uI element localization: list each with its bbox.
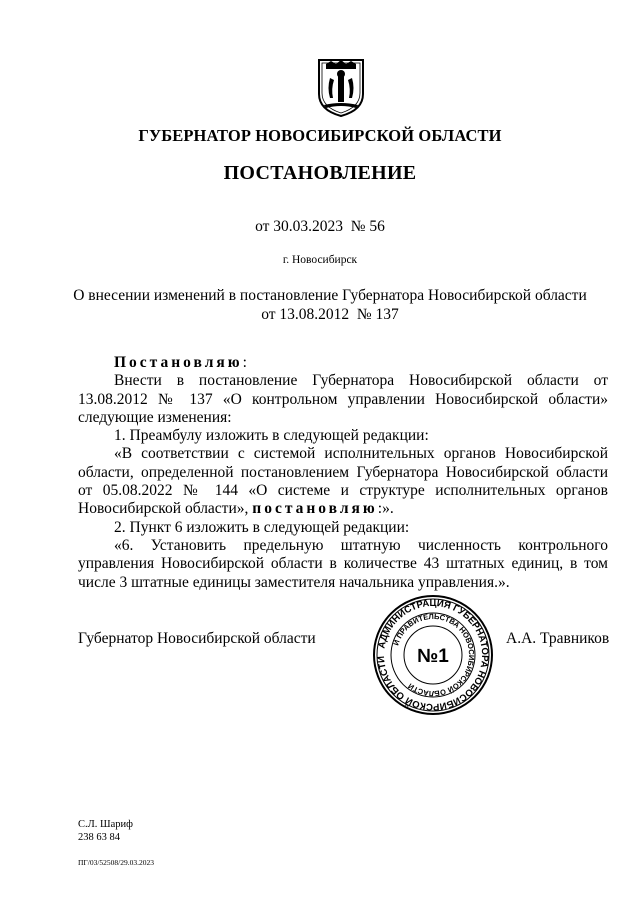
document-type: ПОСТАНОВЛЕНИЕ xyxy=(223,162,417,184)
svg-text:№1: №1 xyxy=(417,646,449,667)
date-number-line xyxy=(0,218,640,236)
official-seal xyxy=(372,594,494,716)
svg-text:И ПРАВИТЕЛЬСТВА НОВОСИБИРСКОЙ: И ПРАВИТЕЛЬСТВА НОВОСИБИРСКОЙ ОБЛАСТИ xyxy=(391,611,477,699)
document-date: от 30.03.2023 xyxy=(255,218,344,235)
subject-line-2: от 13.08.2012 № 137 xyxy=(261,306,399,323)
document-number: № 56 xyxy=(350,218,385,235)
document-subject xyxy=(60,286,600,324)
resolve-word: Постановляю xyxy=(114,354,243,371)
executor-phone: 238 63 84 xyxy=(78,832,120,843)
item-1-quote: «В соответствии с системой исполнительных органов Новосибирской области, определенной постановлением Губернатора Новосибирской области от 05.08.2022 № 144 «О системе и структуре исполнительных органов Новосибирской области», xyxy=(78,445,608,518)
intro-paragraph: Внести в постановление Губернатора Новосибирской области от 13.08.2012 № 137 «О контрольном управлении Новосибирской области» следующие изменения: xyxy=(78,372,608,426)
document-code: ПГ/03/52508/29.03.2023 xyxy=(78,858,155,867)
document-body xyxy=(78,354,608,592)
city: г. Новосибирск xyxy=(282,254,358,266)
authority-title: ГУБЕРНАТОР НОВОСИБИРСКОЙ ОБЛАСТИ xyxy=(138,126,502,145)
resolve-colon: : xyxy=(242,354,247,371)
item-1-resolve-word: постановляю xyxy=(252,500,378,518)
coat-of-arms-icon xyxy=(316,58,366,118)
item-2-intro: 2. Пункт 6 изложить в следующей редакции: xyxy=(114,518,410,536)
executor-block xyxy=(78,818,133,844)
item-2-text: «6. Установить предельную штатную численность контрольного управления Новосибирской области в количестве 43 штатных единиц, в том числе 3 штатные единицы заместителя начальника управления.». xyxy=(78,536,608,591)
executor-name: С.Л. Шариф xyxy=(78,819,133,830)
signatory-position: Губернатор Новосибирской области xyxy=(78,630,316,647)
subject-line-1: О внесении изменений в постановление Губернатора Новосибирской области xyxy=(73,287,587,304)
svg-text:АДМИНИСТРАЦИЯ ГУБЕРНАТОРА НОВО: АДМИНИСТРАЦИЯ ГУБЕРНАТОРА НОВОСИБИРСКОЙ ОБЛАСТИ xyxy=(375,597,491,713)
signatory-name: А.А. Травников xyxy=(506,630,610,647)
item-1-text xyxy=(78,445,608,518)
item-1-intro: 1. Преамбулу изложить в следующей редакции: xyxy=(114,427,429,445)
resolve-heading xyxy=(78,354,608,372)
item-1-ending: :». xyxy=(377,500,394,518)
